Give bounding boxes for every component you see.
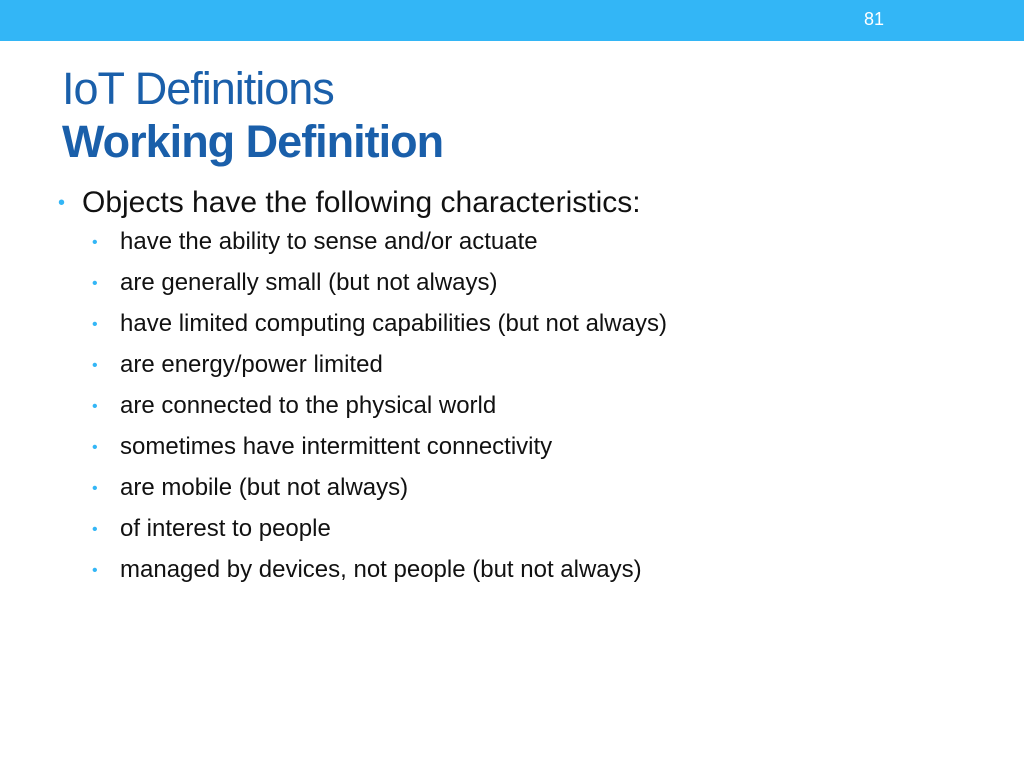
bullet-dot-icon: • [92, 234, 98, 251]
bullet-dot-icon: • [92, 480, 98, 497]
list-item [92, 392, 978, 433]
slide-content [58, 186, 978, 597]
bullet-dot-icon: • [92, 357, 98, 374]
bullet-dot-icon: • [92, 398, 98, 415]
list-item [92, 228, 978, 269]
list-item-text: are mobile (but not always) [120, 474, 409, 501]
bullet-dot-icon: • [92, 562, 98, 579]
list-item-text: are generally small (but not always) [120, 269, 498, 296]
slide-title [62, 62, 443, 168]
bullet-dot-icon: • [92, 275, 98, 292]
header-bar [0, 0, 1024, 41]
list-item-text: sometimes have intermittent connectivity [120, 433, 553, 460]
list-item [92, 515, 978, 556]
list-item-text: are energy/power limited [120, 351, 383, 378]
title-main: IoT Definitions [62, 63, 334, 114]
list-item-text: have the ability to sense and/or actuate [120, 228, 538, 255]
list-item-text: have limited computing capabilities (but not always) [120, 310, 667, 337]
main-bullet [58, 186, 978, 220]
sub-bullet-list [92, 228, 978, 597]
main-bullet-text: Objects have the following characteristics: [82, 186, 641, 219]
bullet-dot-icon: • [92, 316, 98, 333]
list-item-text: are connected to the physical world [120, 392, 497, 419]
list-item [92, 269, 978, 310]
bullet-dot-icon: • [58, 192, 66, 214]
bullet-dot-icon: • [92, 521, 98, 538]
list-item [92, 474, 978, 515]
list-item-text: managed by devices, not people (but not always) [120, 556, 642, 583]
list-item [92, 351, 978, 392]
slide-number: 81 [863, 9, 884, 29]
list-item [92, 310, 978, 351]
list-item [92, 433, 978, 474]
list-item [92, 556, 978, 597]
list-item-text: of interest to people [120, 515, 331, 542]
bullet-dot-icon: • [92, 439, 98, 456]
title-subtitle: Working Definition [62, 116, 444, 168]
